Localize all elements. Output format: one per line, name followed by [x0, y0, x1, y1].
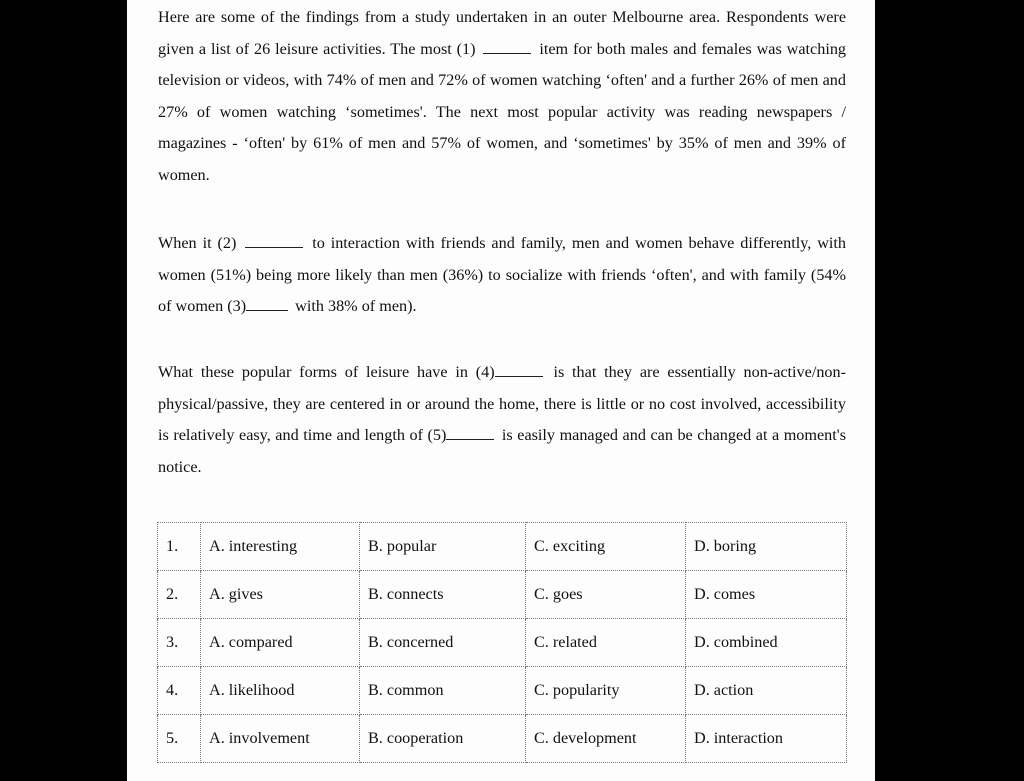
blank-4[interactable] — [495, 375, 543, 377]
paragraph-1-text-b: item for both males and females was watching television or videos, with 74% of men and 72% of women watching ‘often' and a further 26% of men and 27% of women watching ‘sometimes'. The next most popular activity was reading newspapers / magazines - ‘often' by 61% of men and 57% of women, and ‘sometimes' by 35% of men and 39% of women. — [158, 39, 847, 184]
option-c[interactable]: C. exciting — [526, 523, 686, 571]
question-number: 4. — [158, 667, 201, 715]
option-a[interactable]: A. compared — [201, 619, 360, 667]
option-b[interactable]: B. popular — [360, 523, 526, 571]
paragraph-1-text-a: Here are some of the findings from a study undertaken in an outer Melbourne area. Respondents were given a list of 26 leisure activities. The most (1) — [158, 8, 846, 58]
option-a[interactable]: A. involvement — [201, 715, 360, 763]
paragraph-1 — [158, 2, 846, 192]
paragraph-2-text-b: to interaction with friends and family, men and women behave differently, with women (51%) being more likely than men (36%) to socialize with friends ‘often', and with family (54% of women (3) — [158, 234, 846, 316]
option-b[interactable]: B. common — [360, 667, 526, 715]
option-d[interactable]: D. boring — [686, 523, 847, 571]
table-row — [158, 715, 847, 763]
option-a[interactable]: A. interesting — [201, 523, 360, 571]
question-number: 2. — [158, 571, 201, 619]
option-d[interactable]: D. combined — [686, 619, 847, 667]
option-a[interactable]: A. gives — [201, 571, 360, 619]
option-d[interactable]: D. interaction — [686, 715, 847, 763]
option-c[interactable]: C. development — [526, 715, 686, 763]
table-row — [158, 571, 847, 619]
paragraph-3-text-b: is that they are essentially non-active/non-physical/passive, they are centered in or around the home, there is little or no cost involved, accessibility is relatively easy, and time and length of (5) — [158, 363, 847, 445]
option-c[interactable]: C. goes — [526, 571, 686, 619]
worksheet-page — [127, 0, 875, 781]
paragraph-2-text-c: with 38% of men). — [295, 297, 417, 316]
paragraph-2 — [158, 228, 846, 323]
blank-1[interactable] — [483, 52, 531, 54]
question-number: 5. — [158, 715, 201, 763]
blank-5[interactable] — [446, 438, 494, 440]
table-row — [158, 523, 847, 571]
blank-3[interactable] — [246, 309, 288, 311]
paragraph-3 — [158, 357, 846, 483]
option-d[interactable]: D. action — [686, 667, 847, 715]
options-table — [157, 522, 847, 763]
blank-2[interactable] — [245, 246, 303, 248]
table-row — [158, 619, 847, 667]
option-b[interactable]: B. concerned — [360, 619, 526, 667]
question-number: 1. — [158, 523, 201, 571]
option-c[interactable]: C. popularity — [526, 667, 686, 715]
option-b[interactable]: B. connects — [360, 571, 526, 619]
table-row — [158, 667, 847, 715]
paragraph-2-text-a: When it (2) — [158, 234, 237, 252]
paragraph-3-text-a: What these popular forms of leisure have in (4) — [158, 363, 495, 381]
question-number: 3. — [158, 619, 201, 667]
option-c[interactable]: C. related — [526, 619, 686, 667]
option-d[interactable]: D. comes — [686, 571, 847, 619]
paragraph-3-text-c: is easily managed and can be changed at a moment's notice. — [158, 426, 846, 476]
option-b[interactable]: B. cooperation — [360, 715, 526, 763]
option-a[interactable]: A. likelihood — [201, 667, 360, 715]
